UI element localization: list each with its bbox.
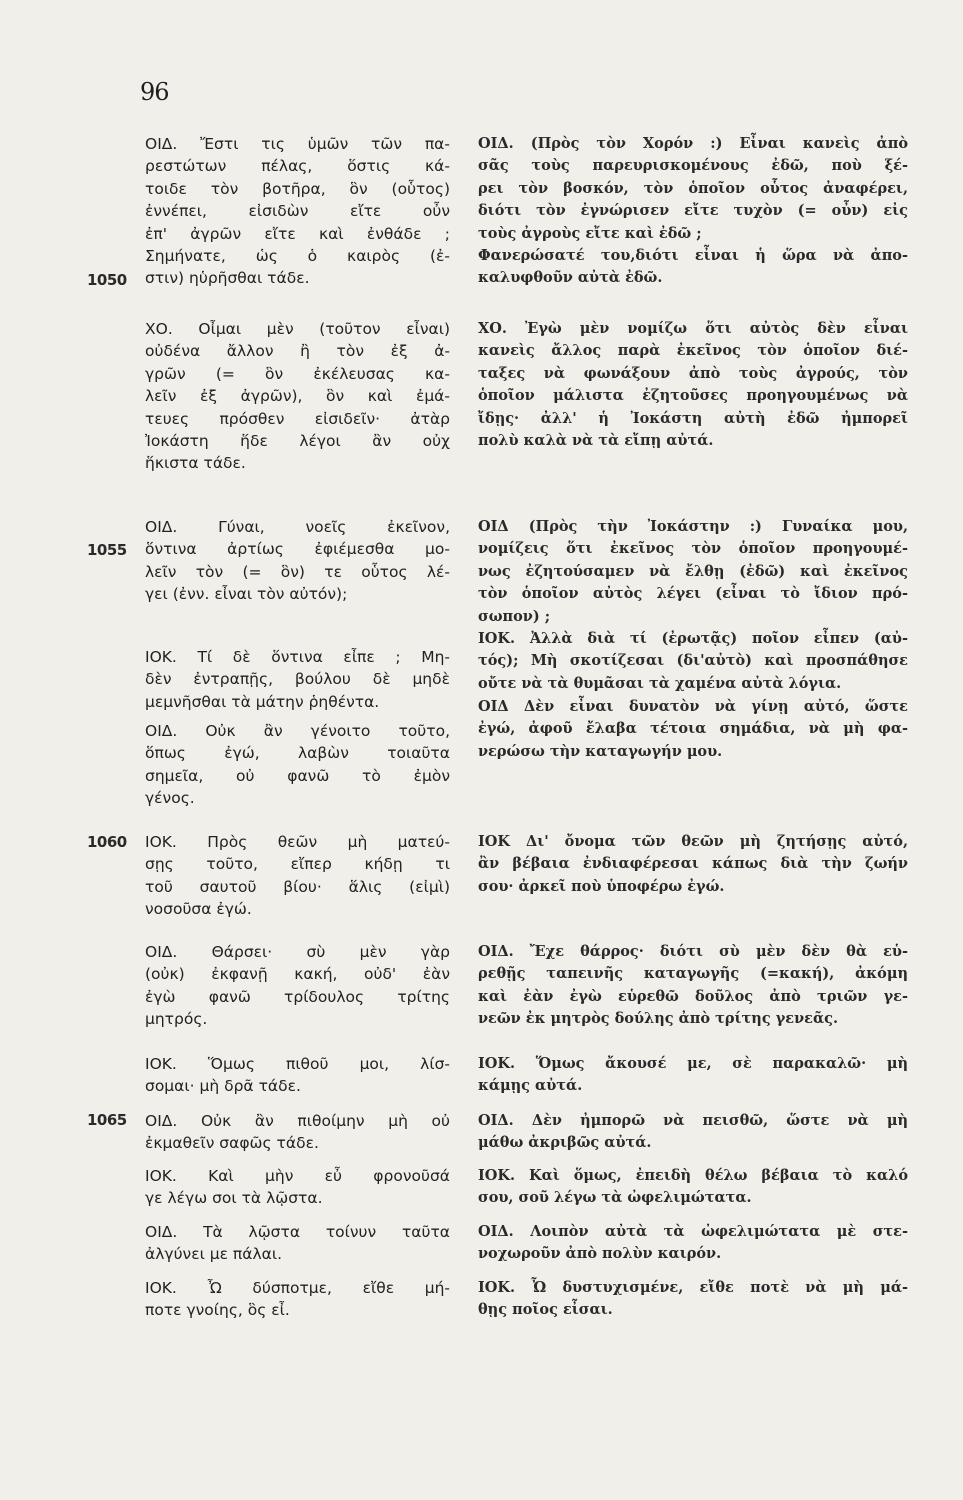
greek-passage	[145, 720, 450, 810]
text-line: σου· ἀρκεῖ ποὺ ὑποφέρω ἐγώ.	[478, 877, 725, 895]
translation-passage	[478, 831, 908, 898]
text-line: Φανερώσατέ του,διότι εἶναι ἡ ὥρα νὰ ἀπο-	[478, 246, 908, 264]
greek-passage	[145, 831, 450, 921]
text-line: ἐγὼ φανῶ τρίδουλος τρίτης	[145, 987, 450, 1006]
text-line: μητρός.	[145, 1010, 208, 1029]
greek-passage	[145, 1110, 450, 1155]
text-line: ἂν βέβαια ἐνδιαφέρεσαι κάπως διὰ τὴν ζωήν	[478, 855, 908, 873]
text-line: τευες πρόσθεν εἰσιδεῖν· ἀτὰρ	[145, 409, 450, 428]
greek-passage	[145, 516, 450, 606]
text-line: νεῶν ἐκ μητρὸς δούλης ἀπὸ τρίτης γενεᾶς.	[478, 1010, 838, 1028]
text-line: ΧΟ. Ἐγὼ μὲν νομίζω ὅτι αὐτὸς δὲν εἶναι	[478, 320, 908, 337]
text-line: σωπον) ;	[478, 607, 551, 625]
text-line: ΟΙΔ. Θάρσει· σὺ μὲν γὰρ	[145, 943, 450, 961]
text-line: πολὺ καλὰ νὰ τὰ εἴπῃ αὐτά.	[478, 431, 714, 449]
text-line: οὔτε νὰ τὰ θυμᾶσαι τὰ χαμένα αὐτὰ λόγια.	[478, 674, 842, 692]
text-line: νερώσω τὴν καταγωγήν μου.	[478, 742, 723, 760]
text-line: οὐδένα ἄλλον ἢ τὸν ἐξ ἀ-	[145, 342, 450, 361]
text-line: ταξες νὰ φωνάξουν ἀπὸ τοὺς ἀγρούς, τὸν	[478, 364, 908, 382]
line-number: 1065	[87, 1111, 127, 1129]
text-line: ΧΟ. Οἶμαι μὲν (τοῦτον εἶναι)	[145, 320, 450, 338]
text-line: ΟΙΔ. Τὰ λῷστα τοίνυν ταῦτα	[145, 1223, 450, 1241]
text-line: γε λέγω σοι τὰ λῷστα.	[145, 1189, 323, 1208]
text-line: σᾶς τοὺς παρευρισκομένους ἐδῶ, ποὺ ξέ-	[478, 157, 908, 175]
text-line: σομαι· μὴ δρᾶ τάδε.	[145, 1077, 301, 1096]
text-line: κανεὶς ἄλλος παρὰ ἐκεῖνος τὸν ὁποῖον διέ-	[478, 342, 908, 360]
text-line: ΙΟΚ. Ὦ δυστυχισμένε, εἴθε ποτὲ νὰ μὴ μά-	[478, 1279, 908, 1296]
greek-passage	[145, 133, 450, 290]
text-line: δὲν ἐντραπῇς, βούλου δὲ μηδὲ	[145, 670, 450, 689]
text-line: Ἰοκάστη ἥδε λέγοι ἂν οὐχ	[145, 431, 450, 450]
text-line: λεῖν ἐξ ἀγρῶν), ὃν καὶ ἐμά-	[145, 387, 450, 406]
text-line: ΙΟΚ Δι' ὄνομα τῶν θεῶν μὴ ζητήσῃς αὐτό,	[478, 833, 908, 850]
text-line: ΟΙΔ. Γύναι, νοεῖς ἐκεῖνον,	[145, 518, 450, 536]
translation-passage	[478, 1110, 908, 1155]
text-line: τὸν ὁποῖον αὐτὸς λέγει (εἶναι τὸ ἴδιον πρό-	[478, 585, 908, 603]
text-line: μεμνῆσθαι τὰ μάτην ῥηθέντα.	[145, 692, 380, 711]
text-line: νως ἐζητούσαμεν νὰ ἔλθῃ (ἐδῶ) καὶ ἐκεῖνος	[478, 562, 908, 580]
text-line: ΙΟΚ. Ὅμως ἄκουσέ με, σὲ παρακαλῶ· μὴ	[478, 1055, 908, 1072]
greek-passage	[145, 1221, 450, 1266]
text-line: (οὐκ) ἐκφανῇ κακή, οὐδ' ἐὰν	[145, 965, 450, 984]
text-line: ΙΟΚ. Ὦ δύσποτμε, εἴθε μή-	[145, 1279, 450, 1297]
text-line: ὁποῖον μάλιστα ἐζητοῦσες προηγουμένως νὰ	[478, 387, 908, 405]
text-line: σημεῖα, οὐ φανῶ τὸ ἐμὸν	[145, 766, 450, 785]
greek-passage	[145, 1053, 450, 1098]
text-line: ἀλγύνει με πάλαι.	[145, 1245, 283, 1264]
translation-passage	[478, 628, 908, 695]
text-line: ἴδῃς· ἀλλ' ἡ Ἰοκάστη αὐτὴ ἐδῶ ἠμπορεῖ	[478, 409, 908, 427]
text-line: θῃς ποῖος εἶσαι.	[478, 1301, 613, 1319]
text-line: νομίζεις ὅτι ἐκεῖνος τὸν ὁποῖον προηγουμέ-	[478, 540, 908, 558]
greek-passage	[145, 941, 450, 1031]
text-line: ρεθῇς ταπεινῆς καταγωγῆς (=κακή), ἀκόμη	[478, 965, 908, 983]
text-line: ΙΟΚ. Τί δὲ ὅντινα εἶπε ; Μη-	[145, 648, 450, 666]
text-line: σῃς τοῦτο, εἴπερ κήδῃ τι	[145, 855, 450, 874]
text-line: ΟΙΔ. Λοιπὸν αὐτὰ τὰ ὠφελιμώτατα μὲ στε-	[478, 1223, 908, 1240]
text-line: ΙΟΚ. Ἀλλὰ διὰ τί (ἐρωτᾷς) ποῖον εἶπεν (αὐ-	[478, 630, 908, 647]
translation-passage	[478, 1221, 908, 1266]
text-line: ἐπ' ἀγρῶν εἴτε καὶ ἐνθάδε ;	[145, 224, 450, 243]
text-line: ΟΙΔ. Οὐκ ἂν γένοιτο τοῦτο,	[145, 722, 450, 740]
text-line: γένος.	[145, 789, 195, 808]
text-line: καλυφθοῦν αὐτὰ ἐδῶ.	[478, 269, 663, 287]
text-line: γει (ἐνν. εἶναι τὸν αὐτόν);	[145, 585, 348, 604]
text-line: Σημήνατε, ὡς ὁ καιρὸς (ἐ-	[145, 246, 450, 265]
text-line: σου, σοῦ λέγω τὰ ὠφελιμώτατα.	[478, 1189, 752, 1207]
text-line: διότι τὸν ἐγνώρισεν εἴτε τυχὸν (= οὖν) εἰς	[478, 202, 908, 220]
text-line: στιν) ηὑρῆσθαι τάδε.	[145, 269, 310, 288]
translation-passage	[478, 516, 908, 628]
translation-passage	[478, 133, 908, 290]
greek-passage	[145, 646, 450, 713]
text-line: ἐκμαθεῖν σαφῶς τάδε.	[145, 1134, 319, 1153]
text-line: ΟΙΔ. Ἔχε θάρρος· διότι σὺ μὲν δὲν θὰ εὑ-	[478, 943, 908, 960]
text-line: τοὺς ἀγροὺς εἴτε καὶ ἐδῶ ;	[478, 224, 702, 242]
text-line: καὶ ἐὰν ἐγὼ εὑρεθῶ δοῦλος ἀπὸ τριῶν γε-	[478, 987, 908, 1005]
text-line: ΙΟΚ. Καὶ ὅμως, ἐπειδὴ θέλω βέβαια τὸ καλό	[478, 1167, 908, 1184]
translation-passage	[478, 1277, 908, 1322]
translation-passage	[478, 1053, 908, 1098]
text-line: ρει τὸν βοσκόν, τὸν ὁποῖον οὗτος ἀναφέρει,	[478, 179, 908, 197]
text-line: ΟΙΔ. (Πρὸς τὸν Χορόν :) Εἶναι κανεὶς ἀπὸ	[478, 135, 908, 152]
line-number: 1060	[87, 833, 127, 851]
text-line: μάθω ἀκριβῶς αὐτά.	[478, 1134, 652, 1152]
greek-passage	[145, 318, 450, 475]
text-line: ἥκιστα τάδε.	[145, 454, 246, 473]
text-line: νοσοῦσα ἐγώ.	[145, 900, 252, 919]
page-number: 96	[140, 78, 169, 106]
text-line: ΟΙΔ. Οὐκ ἂν πιθοίμην μὴ οὐ	[145, 1112, 450, 1130]
text-line: ὅπως ἐγώ, λαβὼν τοιαῦτα	[145, 744, 450, 763]
text-line: ρεστώτων πέλας, ὅστις κά-	[145, 157, 450, 176]
text-line: ΙΟΚ. Ὅμως πιθοῦ μοι, λίσ-	[145, 1055, 450, 1073]
text-line: τοιδε τὸν βοτῆρα, ὃν (οὗτος)	[145, 179, 450, 198]
text-line: ποτε γνοίης, ὃς εἶ.	[145, 1301, 290, 1320]
text-line: ὅντινα ἀρτίως ἐφιέμεσθα μο-	[145, 540, 450, 559]
translation-passage	[478, 941, 908, 1031]
greek-passage	[145, 1165, 450, 1210]
text-line: γρῶν (= ὃν ἐκέλευσας κα-	[145, 364, 450, 383]
text-line: ΟΙΔ Δὲν εἶναι δυνατὸν νὰ γίνῃ αὐτό, ὥστε	[478, 698, 908, 715]
greek-passage	[145, 1277, 450, 1322]
text-line: κάμῃς αὐτά.	[478, 1077, 583, 1095]
text-line: ΟΙΔ. Ἔστι τις ὑμῶν τῶν πα-	[145, 135, 450, 153]
text-line: ΙΟΚ. Πρὸς θεῶν μὴ ματεύ-	[145, 833, 450, 851]
line-number: 1050	[87, 271, 127, 289]
text-line: τός); Μὴ σκοτίζεσαι (δι'αὐτὸ) καὶ προσπάθησε	[478, 652, 908, 670]
text-line: τοῦ σαυτοῦ βίου· ἅλις (εἰμὶ)	[145, 877, 450, 896]
text-line: νοχωροῦν ἀπὸ πολὺν καιρόν.	[478, 1245, 722, 1263]
translation-passage	[478, 318, 908, 452]
translation-passage	[478, 696, 908, 763]
text-line: ΟΙΔ (Πρὸς τὴν Ἰοκάστην :) Γυναίκα μου,	[478, 518, 908, 535]
text-line: ΟΙΔ. Δὲν ἠμπορῶ νὰ πεισθῶ, ὥστε νὰ μὴ	[478, 1112, 908, 1129]
text-line: ΙΟΚ. Καὶ μὴν εὖ φρονοῦσά	[145, 1167, 450, 1185]
line-number: 1055	[87, 541, 127, 559]
text-line: ἐννέπει, εἰσιδὼν εἴτε οὖν	[145, 202, 450, 221]
text-line: λεῖν τὸν (= ὃν) τε οὗτος λέ-	[145, 562, 450, 581]
translation-passage	[478, 1165, 908, 1210]
text-line: ἐγώ, ἀφοῦ ἔλαβα τέτοια σημάδια, νὰ μὴ φα-	[478, 720, 908, 738]
